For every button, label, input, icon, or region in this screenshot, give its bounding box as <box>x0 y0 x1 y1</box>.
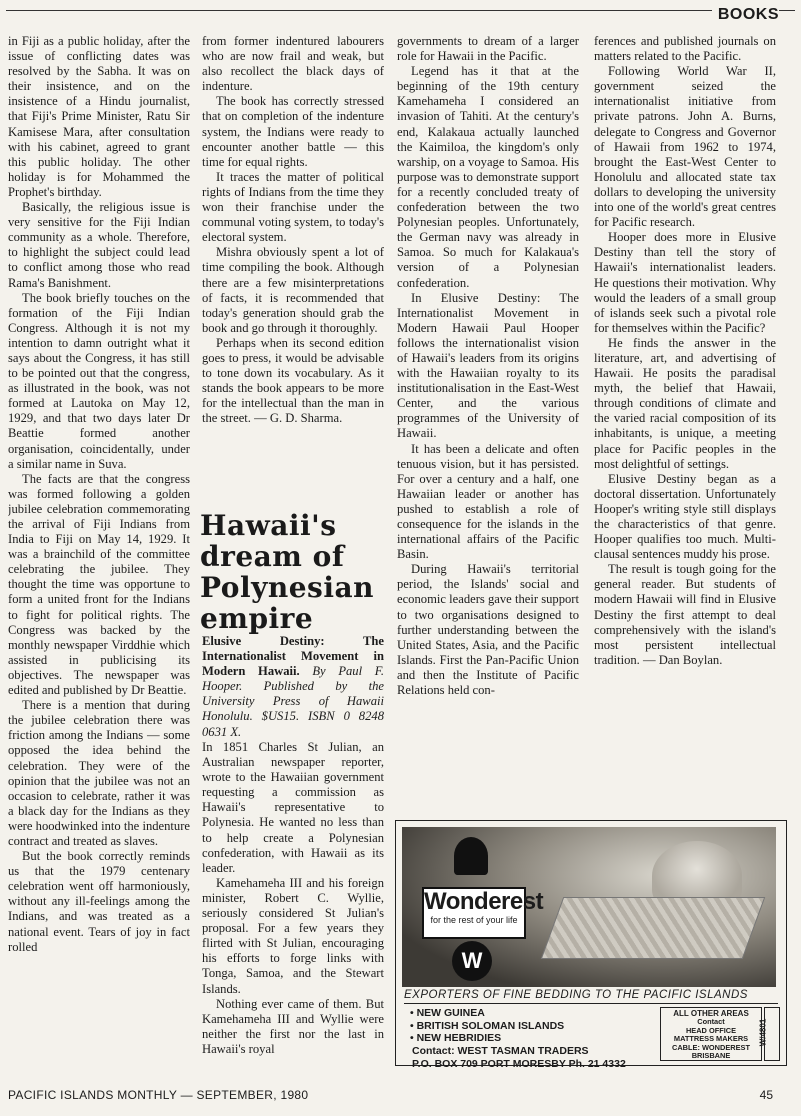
other-areas-line: MATTRESS MAKERS <box>673 1034 749 1044</box>
contact-line: P.O. BOX 709 PORT MORESBY Ph. 21 4332 <box>412 1057 626 1070</box>
paragraph: It has been a delicate and often tenuous vision, but it has persisted. For over a century and a half, one Hawaiian leader or another has pushed to establish a role of consequence for the islands in the international affairs of the Pacific Basin. <box>397 441 579 562</box>
paragraph: Kamehameha III and his foreign minister, Robert C. Wyllie, seriously considered St Julian's proposal. For a few years they flirted with St Julian, encouraging his efforts to forge links with Tonga, Samoa, and the Stewart Islands. <box>202 875 384 996</box>
brand-logo <box>422 837 544 987</box>
paragraph: Nothing ever came of them. But Kamehameha III and Wyllie were neither the first nor the last in Hawaii's royal <box>202 996 384 1056</box>
paragraph: In Elusive Destiny: The Internationalist Movement in Modern Hawaii Paul Hooper follows the internationalist vision of Hawaii's leaders from its origins with the Hawaiian royalty to its institutionalisation in the East-West Center, and the various programmes of the University of Hawaii. <box>397 290 579 441</box>
paragraph: Legend has it that at the beginning of the 19th century Kamehameha I considered an invasion of Tahiti. At the century's end, Kalakaua actually launched the Kaimiloa, the kingdom's only warship, on a voyage to Samoa. His purpose was to demonstrate support for a recently concluded treaty of confederation between the two Polynesian peoples. Unfortunately, the German navy was already in Samoa. So much for Kalakaua's version of a Polynesian confederation. <box>397 64 579 290</box>
w-badge-icon: W <box>452 941 492 981</box>
paragraph: Following World War II, government seized the internationalist initiative from private patrons. John A. Burns, delegate to Congress and Governor of Hawaii from 1962 to 1974, brought the East-West Center to Honolulu and allocated state tax dollars to developing the university into one of the world's great centres for Pacific research. <box>594 64 776 230</box>
logo-plate <box>422 887 544 939</box>
paragraph: The result is tough going for the general reader. But students of modern Hawaii will find in Elusive Destiny the first attempt to deal comprehensively with the island's most persistent intellectual tradition. — Dan Boylan. <box>594 562 776 667</box>
paragraph: in Fiji as a public holiday, after the issue of conflicting dates was resolved by the Sabha. It was on their insistence, and on the insistence of a Hindu journalist, that Fiji's Prime Minister, Ratu Sir Kamisese Mara, after consultation with his cabinet, agreed to grant this public holiday. The other holiday is for Mohammed the Prophet's birthday. <box>8 34 190 199</box>
paragraph: Mishra obviously spent a lot of time compiling the book. Although there are a few misinterpretations of facts, it is recommended that today's generation should grab the book and go through it thoroughly. <box>202 245 384 335</box>
other-areas-line: HEAD OFFICE <box>685 1025 737 1035</box>
other-areas-box <box>660 1007 762 1061</box>
helmet-icon <box>454 837 488 875</box>
paragraph: There is a mention that during the jubilee celebration there was friction among the Indians — some opposed the idea behind the celebration. They were of the opinion that the jubilee was not an occasion to celebrate, rather it was a black day for the Indians as they were hoodwinked into the indenture contract and treated as slaves. <box>8 698 190 848</box>
other-areas-line: Contact <box>697 1017 725 1027</box>
other-areas-title: ALL OTHER AREAS <box>673 1009 749 1018</box>
ad-photo <box>402 827 776 987</box>
paragraph: governments to dream of a larger role for Hawaii in the Pacific. <box>397 34 579 64</box>
brand-name: Wonderest <box>424 888 544 915</box>
paragraph: Elusive Destiny began as a doctoral dissertation. Unfortunately Hooper's writing style still displays the characteristics of that genre. Hooper qualifies too much. Multi-clausal sentences muddy his prose. <box>594 471 776 562</box>
column-3 <box>397 34 579 814</box>
paragraph: The book briefly touches on the formation of the Fiji Indian Congress. Although it is not my intention to damn outright what it says about the Congress, it has still to be pointed out that the congress, as illustrated in the book, was not formed at Lautoka on May 12, 1929, and that two days later Dr Beattie formed another organisation, coincidentally, under a similar name in Suva. <box>8 290 190 471</box>
top-rule <box>6 10 795 11</box>
paragraph: It traces the matter of political rights of Indians from the time they won their franchise under the communal voting system, to today's electoral system. <box>202 169 384 245</box>
column-1 <box>8 34 190 1072</box>
ad-code-box <box>758 1007 780 1061</box>
list-item: • NEW HEBRIDIES <box>410 1032 564 1045</box>
paragraph: But the book correctly reminds us that the 1979 centenary celebration went off harmoniously, without any ill-feelings among the Indians, and was treated as a national event. Tears of joy in fact rolled <box>8 849 190 954</box>
paragraph: from former indentured labourers who are now frail and weak, but also recollect the black days of indenture. <box>202 34 384 94</box>
section-label: BOOKS <box>712 6 779 24</box>
other-areas-line: CABLE: WONDEREST <box>671 1042 750 1052</box>
ad-contact <box>412 1045 626 1070</box>
paragraph: Hooper does more in Elusive Destiny than tell the story of Hawaii's internationalist leaders. He questions their motivation. Why would the leaders of a small group of islands seek such a pivotal role for themselves within the Pacific? <box>594 230 776 335</box>
contact-line: Contact: WEST TASMAN TRADERS <box>412 1045 589 1057</box>
list-item: • NEW GUINEA <box>410 1007 564 1020</box>
column-2-continued <box>202 740 384 1072</box>
paragraph: The facts are that the congress was formed following a golden jubilee celebration commemorating the arrival of Fiji Indians from India to Fiji on May 14, 1929. It was a brainchild of the committee celebrating the jubilee. They thought the time was opportune to form a united front for the Indians to fight for political rights. The Congress was backed by the monthly newspaper Virddhie which assisted in publicising its objectives. The newspaper was edited and published by Dr Beattie. <box>8 471 190 698</box>
other-areas-line: BRISBANE <box>691 1051 731 1061</box>
paragraph: The book has correctly stressed that on completion of the indenture system, the Indians were ready to encounter another battle — this time for equal rights. <box>202 94 384 169</box>
paragraph: Basically, the religious issue is very sensitive for the Fiji Indian community as a whole. Therefore, to highlight the subject could lead to conflict among those who read Rama's Banishment. <box>8 200 190 290</box>
paragraph: In 1851 Charles St Julian, an Australian newspaper reporter, wrote to the Hawaiian government requesting a commission as Hawaii's representative to Polynesia. He wanted no less than to help create a Polynesian confederation, with Hawaii as its leader. <box>202 740 384 875</box>
wonderest-advertisement <box>395 820 787 1070</box>
book-publication-details: By Paul F. Hooper. Published by the University Press of Hawaii Honolulu. $US15. ISBN 0 8248 0631 X. <box>202 664 384 739</box>
paragraph: Perhaps when its second edition goes to press, it would be advisable to tone down its vocabulary. As it stands the book appears to be more for the intellectual than the man in the street. — G. D. Sharma. <box>202 335 384 426</box>
bed-image <box>541 897 766 959</box>
ad-code: W/4801 <box>758 1018 768 1047</box>
book-details <box>202 634 384 740</box>
book-title: Elusive Destiny: The Internationalist Movement in Modern Hawaii. <box>202 634 384 679</box>
ad-tagline: EXPORTERS OF FINE BEDDING TO THE PACIFIC ISLANDS <box>404 989 778 1004</box>
paragraph: He finds the answer in the literature, art, and advertising of Hawaii. He posits the paradisal myth, the belief that Hawaii, through conditions of climate and the varied racial composition of its inhabitants, is unique, a meeting place for Pacific peoples in the most delightful of settings. <box>594 335 776 471</box>
column-4 <box>594 34 776 794</box>
paragraph: ferences and published journals on matters related to the Pacific. <box>594 34 776 64</box>
column-2 <box>202 34 384 504</box>
page-number: 45 <box>759 1088 773 1102</box>
article-headline: Hawaii's dream of Polynesian empire <box>200 509 374 635</box>
ad-markets-list <box>410 1007 564 1045</box>
brand-slogan: for the rest of your life <box>430 915 518 925</box>
page-footer: PACIFIC ISLANDS MONTHLY — SEPTEMBER, 1980 <box>8 1088 309 1102</box>
list-item: • BRITISH SOLOMAN ISLANDS <box>410 1020 564 1033</box>
paragraph: During Hawaii's territorial period, the Islands' social and economic leaders gave their support to two organisations designed to further understanding between the United States, Asia, and the Pacific Islands. First the Pan-Pacific Union and then the Institute of Pacific Relations held con- <box>397 562 579 698</box>
